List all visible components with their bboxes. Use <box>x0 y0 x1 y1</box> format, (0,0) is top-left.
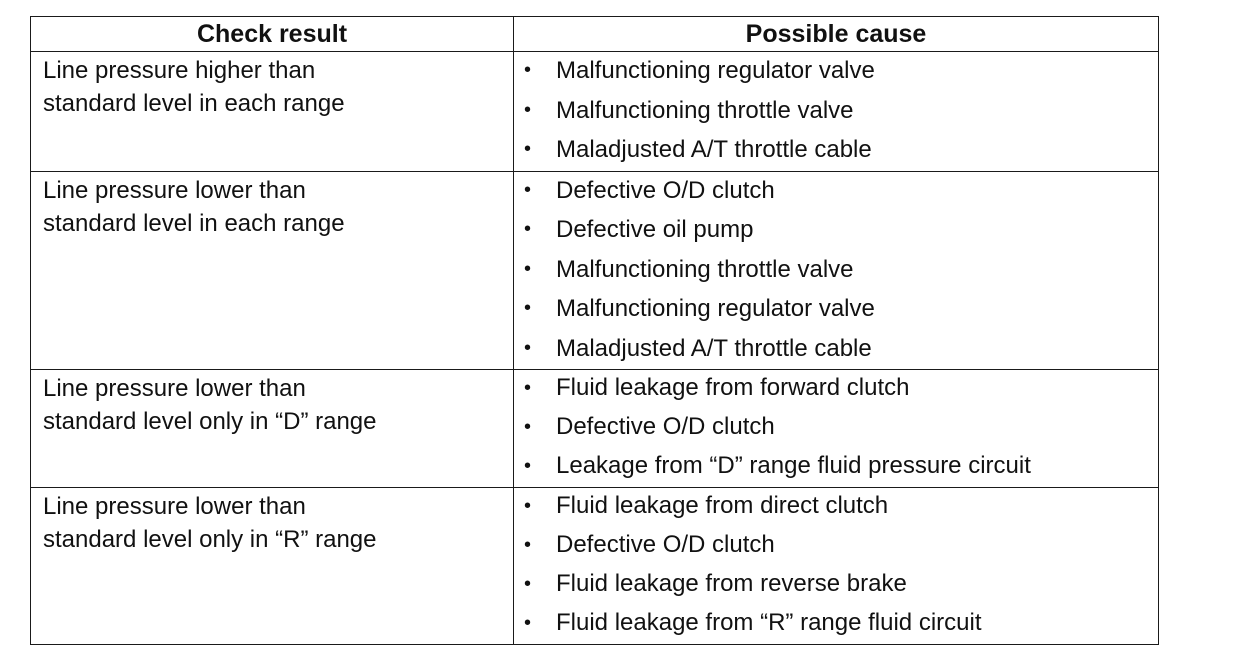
cause-list <box>514 488 1158 644</box>
bullet-icon: • <box>524 178 532 201</box>
bullet-icon: • <box>524 138 532 160</box>
cause-item <box>524 370 1158 409</box>
bullet-icon: • <box>524 455 532 477</box>
header-check-result: Check result <box>31 17 514 52</box>
bullet-icon: • <box>524 416 532 438</box>
bullet-icon: • <box>524 218 532 240</box>
cause-item <box>524 211 1158 251</box>
cause-text: Malfunctioning regulator valve <box>556 57 875 84</box>
cause-text: Maladjusted A/T throttle cable <box>556 136 872 163</box>
table-row <box>31 52 1159 172</box>
cause-text: Fluid leakage from reverse brake <box>556 570 907 597</box>
cause-item <box>524 172 1158 212</box>
bullet-icon: • <box>524 534 532 556</box>
header-possible-cause: Possible cause <box>514 17 1159 52</box>
check-result-cell <box>31 171 514 370</box>
cause-text: Maladjusted A/T throttle cable <box>556 334 872 362</box>
cause-text: Defective oil pump <box>556 216 754 243</box>
possible-cause-cell <box>514 171 1159 370</box>
possible-cause-cell <box>514 52 1159 172</box>
cause-list <box>514 370 1158 487</box>
table-row <box>31 488 1159 645</box>
cause-item <box>524 330 1158 370</box>
cause-item <box>524 527 1158 566</box>
cause-text: Fluid leakage from “R” range fluid circuit <box>556 609 982 636</box>
possible-cause-cell <box>514 488 1159 645</box>
cause-text: Malfunctioning throttle valve <box>556 255 854 283</box>
check-result-cell <box>31 52 514 172</box>
cause-item <box>524 409 1158 448</box>
bullet-icon: • <box>524 336 532 359</box>
bullet-icon: • <box>524 495 532 517</box>
check-result-cell <box>31 370 514 488</box>
cause-text: Defective O/D clutch <box>556 531 775 558</box>
cause-item <box>524 290 1158 330</box>
cause-text: Leakage from “D” range fluid pressure circuit <box>556 452 1031 479</box>
diagnosis-table <box>30 16 1159 645</box>
bullet-icon: • <box>524 257 532 280</box>
possible-cause-cell <box>514 370 1159 488</box>
check-result-cell <box>31 488 514 645</box>
cause-text: Fluid leakage from forward clutch <box>556 374 910 401</box>
cause-item <box>524 52 1158 92</box>
cause-item <box>524 605 1158 644</box>
cause-text: Defective O/D clutch <box>556 413 775 440</box>
cause-item <box>524 131 1158 171</box>
cause-item <box>524 448 1158 487</box>
cause-item <box>524 566 1158 605</box>
table-row <box>31 370 1159 488</box>
bullet-icon: • <box>524 98 532 121</box>
check-result-text: Line pressure lower than standard level only in “R” range <box>43 493 377 553</box>
cause-text: Malfunctioning throttle valve <box>556 96 854 124</box>
cause-item <box>524 92 1158 132</box>
cause-item <box>524 251 1158 291</box>
header-row <box>31 17 1159 52</box>
cause-item <box>524 488 1158 527</box>
cause-text: Malfunctioning regulator valve <box>556 295 875 322</box>
table-row <box>31 171 1159 370</box>
check-result-text: Line pressure lower than standard level in each range <box>43 176 345 237</box>
check-result-text: Line pressure lower than standard level only in “D” range <box>43 375 377 435</box>
cause-text: Fluid leakage from direct clutch <box>556 492 889 519</box>
bullet-icon: • <box>524 297 532 319</box>
cause-text: Defective O/D clutch <box>556 176 775 204</box>
bullet-icon: • <box>524 573 532 595</box>
check-result-text: Line pressure higher than standard level in each range <box>43 57 345 117</box>
bullet-icon: • <box>524 377 532 399</box>
bullet-icon: • <box>524 59 532 81</box>
bullet-icon: • <box>524 612 532 634</box>
cause-list <box>514 52 1158 171</box>
cause-list <box>514 172 1158 370</box>
